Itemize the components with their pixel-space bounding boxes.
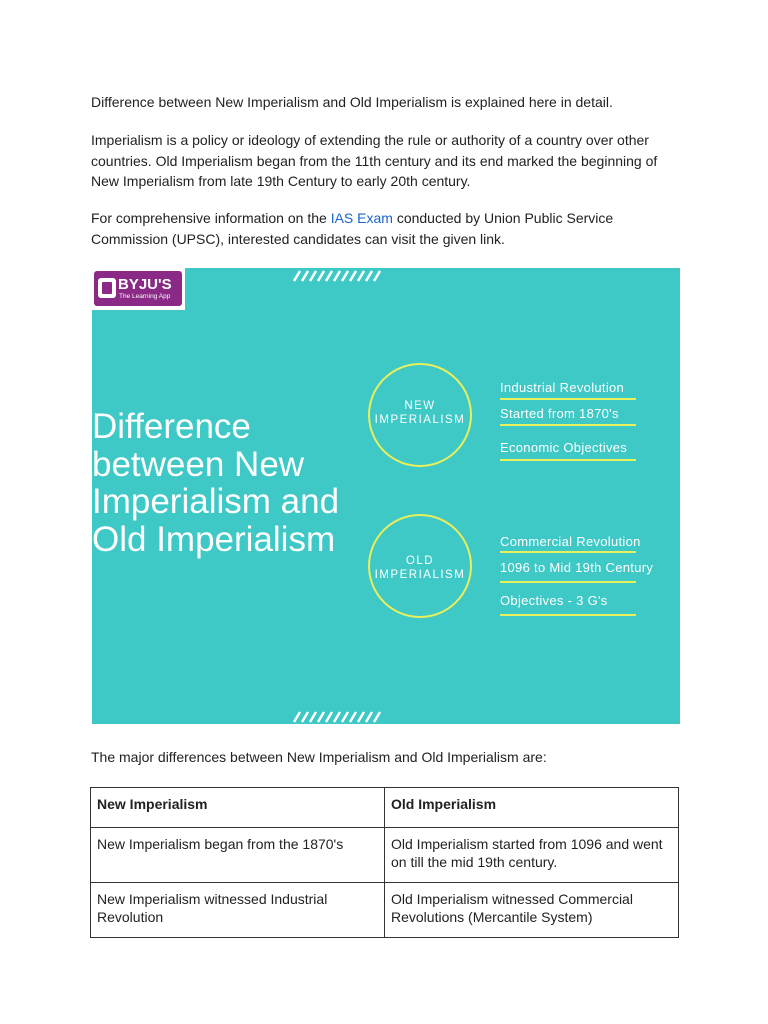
table-header-new: New Imperialism	[91, 788, 385, 828]
cell-line: New Imperialism began from the 1870's	[97, 835, 344, 852]
ias-exam-link[interactable]: IAS Exam	[330, 210, 393, 226]
feature-underline	[500, 551, 636, 553]
circle-label-line: OLD	[405, 555, 435, 567]
table-cell	[385, 882, 679, 937]
old-imperialism-circle	[368, 514, 472, 618]
table-cell	[91, 827, 385, 882]
table-header-old: Old Imperialism	[385, 788, 679, 828]
circle-label-line: IMPERIALISM	[374, 569, 466, 581]
feature-underline	[500, 581, 636, 583]
cell-line: New Imperialism witnessed Industrial	[97, 890, 328, 907]
table-header-row	[91, 788, 679, 828]
table-row	[91, 882, 679, 937]
old-feature-item: Objectives - 3 G's	[500, 593, 608, 608]
cell-line: Old Imperialism witnessed Commercial	[391, 890, 633, 907]
comparison-banner-image	[92, 268, 680, 724]
old-feature-item: Commercial Revolution	[500, 534, 641, 549]
cell-line: Revolutions (Mercantile System)	[391, 909, 593, 925]
cell-line: on till the mid 19th century.	[391, 854, 558, 870]
table-intro: The major differences between New Imperialism and Old Imperialism are:	[91, 749, 547, 765]
table-cell	[385, 827, 679, 882]
link-paragraph	[91, 208, 691, 249]
old-feature-item: 1096 to Mid 19th Century	[500, 560, 654, 575]
banner-title	[92, 408, 382, 558]
bottom-stripes-decoration	[292, 711, 382, 723]
logo-brand: BYJU'S	[118, 276, 172, 293]
definition-paragraph	[91, 130, 691, 192]
cell-line: Old Imperialism started from 1096 and went	[391, 835, 663, 852]
logo-badge	[94, 271, 182, 306]
circle-label-line: IMPERIALISM	[374, 414, 466, 426]
new-feature-item: Economic Objectives	[500, 440, 628, 455]
feature-underline	[500, 424, 636, 426]
new-imperialism-circle-label	[370, 399, 470, 427]
definition-line: New Imperialism from late 19th Century to early 20th century.	[91, 173, 471, 189]
feature-underline	[500, 459, 636, 461]
logo-tagline: The Learning App	[119, 293, 171, 300]
banner-title-line: Imperialism and	[92, 482, 340, 521]
book-icon	[98, 278, 116, 298]
top-stripes-decoration	[292, 270, 382, 282]
definition-line: Imperialism is a policy or ideology of extending the rule or authority of a country over other	[91, 132, 649, 148]
link-paragraph-line	[91, 208, 691, 229]
intro-heading	[91, 92, 691, 113]
banner-title-line: between New	[92, 444, 305, 484]
intro-heading-text: Difference between New Imperialism and Old Imperialism is explained here in detail.	[91, 94, 613, 110]
feature-underline	[500, 398, 636, 400]
byjus-logo	[92, 268, 185, 310]
definition-line: countries. Old Imperialism began from the 11th century and its end marked the beginning of	[91, 152, 658, 169]
link-paragraph-suffix: conducted by Union Public Service	[392, 210, 614, 226]
banner-title-line: Difference	[92, 407, 251, 446]
old-imperialism-circle-label	[370, 554, 470, 582]
table-cell	[91, 882, 385, 937]
link-paragraph-prefix: For comprehensive information on the	[91, 210, 331, 226]
table-row	[91, 827, 679, 882]
cell-line: Revolution	[97, 909, 164, 925]
new-imperialism-circle	[368, 363, 472, 467]
circle-label-line: NEW	[404, 400, 436, 412]
link-paragraph-line2: Commission (UPSC), interested candidates can visit the given link.	[91, 230, 505, 247]
comparison-table	[90, 787, 679, 938]
banner-title-line: Old Imperialism	[92, 519, 336, 559]
new-feature-item: Started from 1870's	[500, 406, 619, 421]
feature-underline	[500, 614, 636, 616]
new-feature-item: Industrial Revolution	[500, 380, 625, 395]
